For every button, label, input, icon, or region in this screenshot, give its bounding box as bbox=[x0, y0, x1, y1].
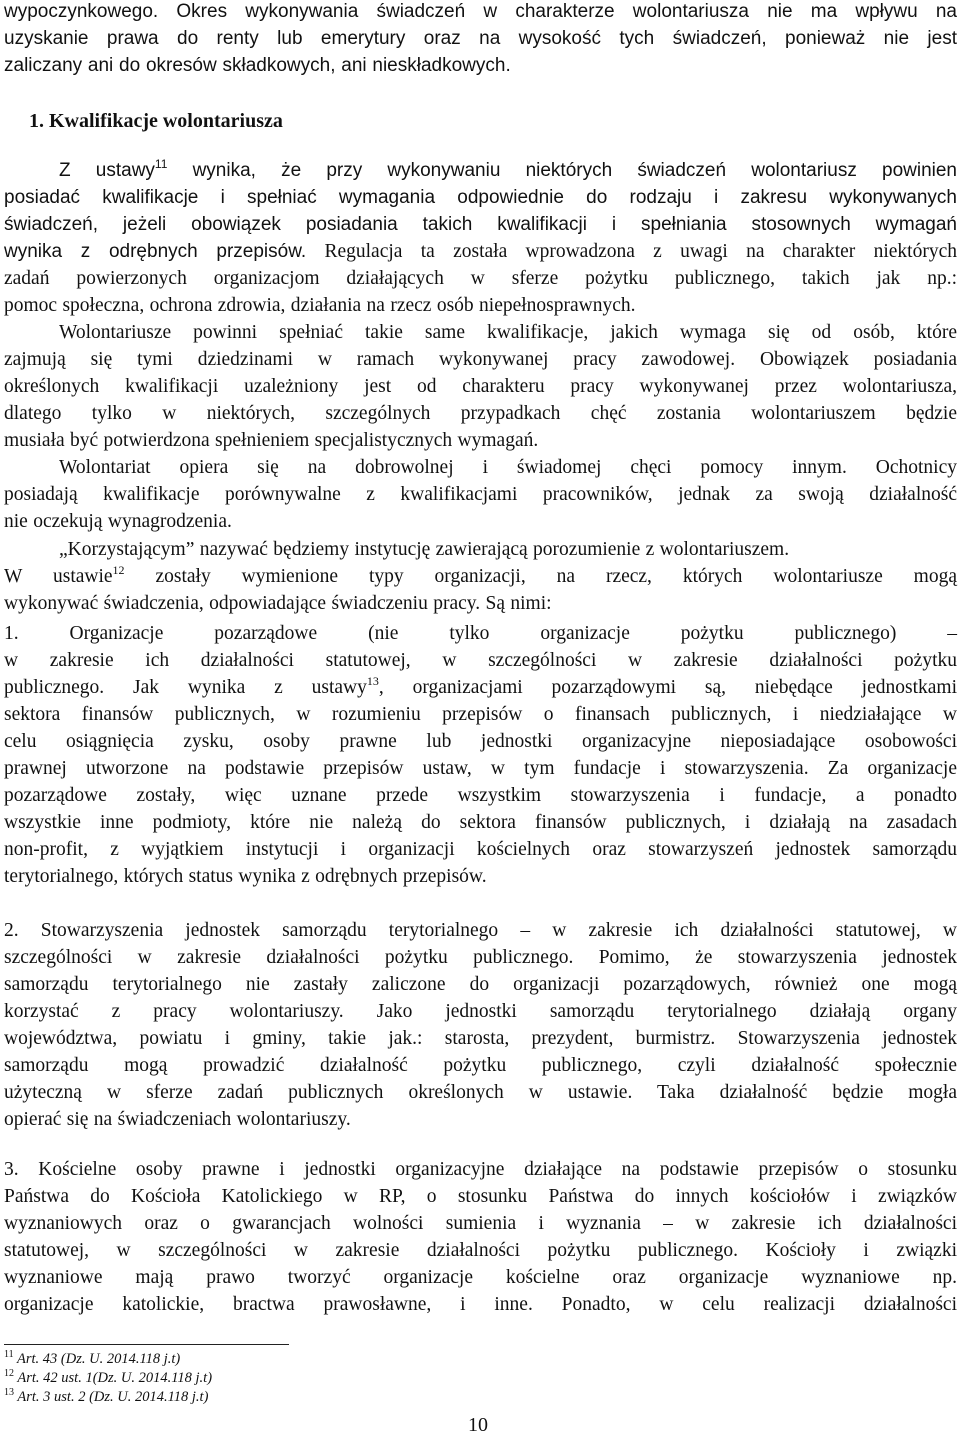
text-line bbox=[4, 157, 957, 184]
text-line: prawnej utworzone na podstawie przepisów ustaw, w tym fundacje i stowarzyszenia. Za organizacje bbox=[4, 758, 957, 779]
footnote-text: Art. 42 ust. 1(Dz. U. 2014.118 j.t) bbox=[14, 1370, 213, 1386]
text-line: wyznaniowe mają prawo tworzyć organizacje kościelne oraz organizacje wyznaniowe np. bbox=[4, 1267, 957, 1288]
text-line: w zakresie ich działalności statutowej, w szczególności w zakresie działalności pożytku bbox=[4, 650, 957, 671]
text-span: , organizacjami pozarządowymi są, niebędące jednostkami bbox=[378, 677, 957, 698]
text-line: posiadać kwalifikacje i spełniać wymagania odpowiednie do rodzaju i zakresu wykonywanych bbox=[4, 187, 957, 208]
text-line bbox=[4, 238, 957, 265]
text-line: województwa, powiatu i gminy, takie jak.: starosta, prezydent, burmistrz. Stowarzyszenia jednostek bbox=[4, 1028, 957, 1049]
text-line: pomoc społeczna, ochrona zdrowia, działania na rzecz osób niepełnosprawnych. bbox=[4, 295, 636, 316]
text-line: Wolontariat opiera się na dobrowolnej i świadomej chęci pomocy innym. Ochotnicy bbox=[59, 457, 957, 478]
footnote bbox=[4, 1369, 212, 1387]
footnote-ref: 13 bbox=[366, 674, 379, 688]
text-line: Wolontariusze powinni spełniać takie same kwalifikacje, jakich wymaga się od osób, które bbox=[59, 322, 957, 343]
footnote-number: 11 bbox=[4, 1349, 14, 1360]
text-line: organizacje katolickie, bractwa prawosławne, i inne. Ponadto, w celu realizacji działalności bbox=[4, 1294, 957, 1315]
text-line: korzystać z pracy wolontariuszy. Jako jednostki samorządu terytorialnego działają organy bbox=[4, 1001, 957, 1022]
text-line: świadczeń, jeżeli obowiązek posiadania takich kwalifikacji i spełniania stosownych wymagań bbox=[4, 214, 957, 235]
footnote-text: Art. 43 (Dz. U. 2014.118 j.t) bbox=[13, 1351, 181, 1367]
text-span: publicznego. Jak wynika z ustawy bbox=[4, 677, 367, 698]
text-line: samorządu mogą prowadzić działalność pożytku publicznego, czyli działalność społecznie bbox=[4, 1055, 957, 1076]
footnote-ref: 11 bbox=[154, 157, 168, 171]
text-line bbox=[4, 674, 957, 701]
text-line: określonych kwalifikacji uzależniony jest od charakteru pracy wykonywanej przez wolontariusza, bbox=[4, 376, 957, 397]
footnote bbox=[4, 1350, 180, 1368]
text-line: Państwa do Kościoła Katolickiego w RP, o stosunku Państwa do innych kościołów i związków bbox=[4, 1186, 957, 1207]
text-line: nie oczekują wynagrodzenia. bbox=[4, 511, 232, 532]
text-line: zaliczany ani do okresów składkowych, ani nieskładkowych. bbox=[4, 55, 511, 76]
text-line: uzyskanie prawa do renty lub emerytury oraz na wysokość tych świadczeń, ponieważ nie jest bbox=[4, 28, 957, 49]
text-line bbox=[4, 563, 957, 590]
text-span: Regulacja ta została wprowadzona z uwagi na charakter niektórych bbox=[306, 241, 957, 262]
text-line: terytorialnego, których status wynika z odrębnych przepisów. bbox=[4, 866, 487, 887]
list-item-line: 1. Organizacje pozarządowe (nie tylko organizacje pożytku publicznego) – bbox=[4, 623, 957, 644]
list-item-line: 2. Stowarzyszenia jednostek samorządu terytorialnego – w zakresie ich działalności statutowej, w bbox=[4, 920, 957, 941]
footnote bbox=[4, 1388, 208, 1406]
page-number: 10 bbox=[468, 1414, 488, 1436]
text-span: Z ustawy bbox=[59, 160, 155, 181]
footnote-number: 13 bbox=[4, 1387, 14, 1398]
text-span: wynika z odrębnych przepisów. bbox=[4, 241, 307, 262]
text-line: samorządu terytorialnego nie zastały zaliczone do organizacji pozarządowych, również one mogą bbox=[4, 974, 957, 995]
text-line: wyznaniowych oraz o gwarancjach wolności sumienia i wyznania – w zakresie ich działalności bbox=[4, 1213, 957, 1234]
footnote-number: 12 bbox=[4, 1368, 14, 1379]
text-span: wynika, że przy wykonywaniu niektórych świadczeń wolontariusz powinien bbox=[167, 160, 957, 181]
footnote-ref: 12 bbox=[112, 563, 125, 577]
text-span: W ustawie bbox=[4, 566, 113, 587]
text-line: zajmują się tymi dziedzinami w ramach wykonywanej pracy zawodowej. Obowiązek posiadania bbox=[4, 349, 957, 370]
text-line: pozarządowe zostały, więc uznane przede wszystkim stowarzyszenia i fundacje, a ponadto bbox=[4, 785, 957, 806]
footnote-divider bbox=[4, 1344, 289, 1345]
text-line: zadań powierzonych organizacjom działających w sferze pożytku publicznego, takich jak np.: bbox=[4, 268, 957, 289]
text-line: „Korzystającym” nazywać będziemy instytucję zawierającą porozumienie z wolontariuszem. bbox=[59, 539, 790, 560]
text-line: wykonywać świadczenia, odpowiadające świadczeniu pracy. Są nimi: bbox=[4, 593, 552, 614]
text-line: dlatego tylko w niektórych, szczególnych przypadkach chęć zostania wolontariuszem będzie bbox=[4, 403, 957, 424]
text-line: wszystkie inne podmioty, które nie należą do sektora finansów publicznych, i działają na zasadach bbox=[4, 812, 957, 833]
text-line: użyteczną w sferze zadań publicznych określonych w ustawie. Taka działalność będzie mogła bbox=[4, 1082, 957, 1103]
text-line: celu osiągnięcia zysku, osoby prawne lub jednostki organizacyjne nieposiadające osobowości bbox=[4, 731, 957, 752]
list-item-line: 3. Kościelne osoby prawne i jednostki organizacyjne działające na podstawie przepisów o stosunku bbox=[4, 1159, 957, 1180]
text-span: zostały wymienione typy organizacji, na rzecz, których wolontariusze mogą bbox=[124, 566, 957, 587]
text-line: non-profit, z wyjątkiem instytucji i organizacji kościelnych oraz stowarzyszeń jednostek samorządu bbox=[4, 839, 957, 860]
text-line: szczególności w zakresie działalności pożytku publicznego. Pomimo, że stowarzyszenia jednostek bbox=[4, 947, 957, 968]
section-heading: 1. Kwalifikacje wolontariusza bbox=[29, 110, 283, 132]
text-line: posiadają kwalifikacje porównywalne z kwalifikacjami pracowników, jednak za swoją działalność bbox=[4, 484, 957, 505]
text-line: musiała być potwierdzona spełnieniem specjalistycznych wymagań. bbox=[4, 430, 539, 451]
text-line: opierać się na świadczeniach wolontariuszy. bbox=[4, 1109, 351, 1130]
text-line: wypoczynkowego. Okres wykonywania świadczeń w charakterze wolontariusza nie ma wpływu na bbox=[4, 1, 957, 22]
text-line: statutowej, w szczególności w zakresie działalności pożytku publicznego. Kościoły i związki bbox=[4, 1240, 957, 1261]
text-line: sektora finansów publicznych, w rozumieniu przepisów o finansach publicznych, i niedziałające w bbox=[4, 704, 957, 725]
footnote-text: Art. 3 ust. 2 (Dz. U. 2014.118 j.t) bbox=[14, 1389, 209, 1405]
